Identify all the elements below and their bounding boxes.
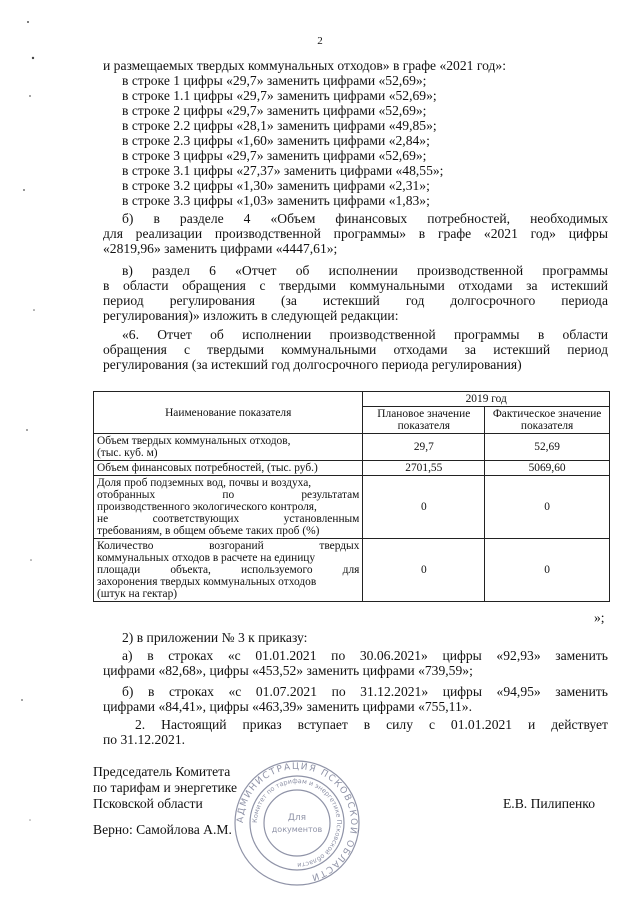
row-plan-value: 0 [363, 476, 485, 539]
para-v-line: период регулирования (за истекший год долгосрочного периода [103, 293, 608, 308]
table-row [94, 539, 610, 602]
row-name-line: (штук на гектар) [97, 588, 178, 600]
replace-line: в строке 2.2 цифры «28,1» заменить цифрами «49,85»; [122, 118, 437, 133]
signer-name: Е.В. Пилипенко [503, 796, 596, 811]
stamp-inner-text: Комитет по тарифам и энергетике Псковской области [250, 776, 344, 870]
signer-title-line: Псковской области [93, 796, 203, 811]
verified-by: Верно: Самойлова А.М. [93, 822, 232, 837]
row-plan-value: 2701,55 [363, 461, 485, 476]
row-name-line: захоронения твердых коммунальных отходов [97, 576, 317, 588]
row-name-line: отобранных по результатам [97, 489, 360, 501]
stamp-outer-text: АДМИНИСТРАЦИЯ ПСКОВСКОЙ ОБЛАСТИ [235, 761, 359, 883]
row-plan-value: 29,7 [363, 434, 485, 461]
para-b-line: б) в разделе 4 «Объем финансовых потребностей, необходимых [122, 211, 608, 226]
table-row [94, 476, 610, 539]
replace-line: в строке 3.3 цифры «1,03» заменить цифрами «1,83»; [122, 193, 430, 208]
table-row [94, 434, 610, 461]
para-v-line: в) раздел 6 «Отчет об исполнении производственной программы [122, 263, 608, 278]
item2b-line: цифрами «84,41», цифры «463,39» заменить цифрами «755,11». [103, 699, 472, 714]
replace-line: в строке 1.1 цифры «29,7» заменить цифрами «52,69»; [122, 88, 437, 103]
replace-line: в строке 2 цифры «29,7» заменить цифрами «52,69»; [122, 103, 427, 118]
row-name-line: не соответствующих установленным [97, 513, 360, 525]
item2a-line: цифрами «82,68», цифры «453,52» заменить цифрами «739,59»; [103, 663, 473, 678]
replace-line: в строке 2.3 цифры «1,60» заменить цифрами «2,84»; [122, 133, 430, 148]
replace-line: в строке 3 цифры «29,7» заменить цифрами «52,69»; [122, 148, 427, 163]
stamp-center-text: документов [271, 825, 323, 834]
row-name-line: требованиям, в общем объеме таких проб (%) [97, 525, 320, 537]
stamp-center-text: Для [287, 813, 307, 823]
item2b-line: б) в строках «с 01.07.2021 по 31.12.2021» цифры «94,95» заменить [122, 684, 608, 699]
table-row [94, 461, 610, 476]
replace-line: в строке 1 цифры «29,7» заменить цифрами «52,69»; [122, 73, 427, 88]
para-v-line: регулирования)» изложить в следующей редакции: [103, 308, 399, 323]
intro-line: и размещаемых твердых коммунальных отходов» в графе «2021 год»: [103, 58, 506, 73]
section6-line: регулирования (за истекший год долгосрочного периода регулирования) [103, 357, 522, 372]
row-plan-value: 0 [363, 539, 485, 602]
row-fact-value: 0 [485, 539, 610, 602]
row-fact-value: 0 [485, 476, 610, 539]
row-fact-value: 52,69 [485, 434, 610, 461]
para-v-line: в области обращения с твердыми коммунальными отходами за истекший [103, 278, 608, 293]
report-table [93, 391, 610, 602]
scan-edge-specks [0, 0, 40, 905]
row-name-line: Объем финансовых потребностей, (тыс. руб.) [97, 462, 318, 474]
row-name-line: (тыс. куб. м) [97, 447, 158, 459]
row-name-line: производственного экологического контроля, [97, 501, 317, 513]
replace-line: в строке 3.2 цифры «1,30» заменить цифрами «2,31»; [122, 178, 430, 193]
row-name-line: Объем твердых коммунальных отходов, [97, 435, 291, 447]
table-closing-quote: »; [594, 610, 605, 625]
header-plan: Плановое значение показателя [363, 407, 485, 434]
replace-line: в строке 3.1 цифры «27,37» заменить цифрами «48,55»; [122, 163, 444, 178]
signer-title-line: Председатель Комитета [93, 764, 231, 779]
official-seal-stamp [232, 758, 362, 888]
signer-title-line: по тарифам и энергетике [93, 780, 238, 795]
item2-line: 2) в приложении № 3 к приказу: [122, 630, 308, 645]
para-b-line: «2819,96» заменить цифрами «4447,61»; [103, 241, 338, 256]
final-clause-line: по 31.12.2021. [103, 732, 186, 747]
row-name-cell [94, 434, 363, 461]
table-header-row [94, 392, 610, 407]
row-fact-value: 5069,60 [485, 461, 610, 476]
header-fact: Фактическое значение показателя [485, 407, 610, 434]
header-year: 2019 год [363, 392, 610, 407]
row-name-line: коммунальных отходов в расчете на единицу [97, 552, 316, 564]
row-name-line: площади объекта, используемого для [97, 564, 360, 576]
para-b-line: для реализации производственной программы» в графе «2021 год» цифры [103, 226, 608, 241]
row-name-line: Доля проб подземных вод, почвы и воздуха, [97, 477, 312, 489]
row-name-line: Количество возгораний твердых [97, 540, 360, 552]
section6-line: обращения с твердыми коммунальными отходами за истекший период [103, 342, 608, 357]
row-name-cell [94, 476, 363, 539]
row-name-cell [94, 461, 363, 476]
item2a-line: а) в строках «с 01.01.2021 по 30.06.2021» цифры «92,93» заменить [122, 648, 608, 663]
header-indicator-name: Наименование показателя [94, 392, 363, 434]
page-number: 2 [317, 35, 323, 47]
row-name-cell [94, 539, 363, 602]
section6-line: «6. Отчет об исполнении производственной программы в области [122, 327, 608, 342]
final-clause-line: 2. Настоящий приказ вступает в силу с 01.01.2021 и действует [135, 717, 608, 732]
